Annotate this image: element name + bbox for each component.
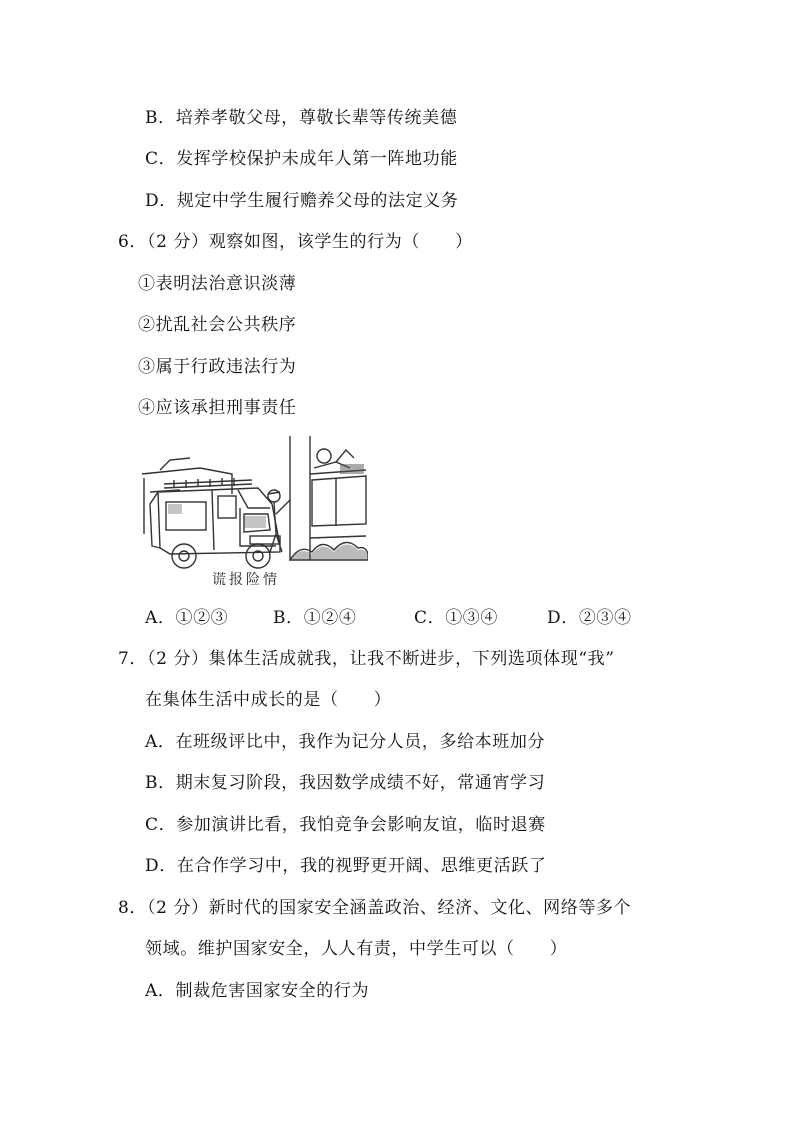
q6-choice-b: B．①②④ [273,608,357,628]
q6-illustration [140,434,368,594]
q5-option-d: D．规定中学生履行赡养父母的法定义务 [145,191,459,211]
q6-stem: 6．（2 分）观察如图，该学生的行为（ ） [118,232,473,252]
q8-stem-line1: 8．（2 分）新时代的国家安全涵盖政治、经济、文化、网络等多个 [118,898,632,918]
q6-item-3: ③属于行政违法行为 [138,357,297,377]
q6-choice-a: A．①②③ [145,608,229,628]
figure-caption: 谎报险情 [212,572,280,588]
fire-truck-illustration [140,434,368,594]
q5-option-b: B．培养孝敬父母，尊敬长辈等传统美德 [145,108,458,128]
q7-option-b: B．期末复习阶段，我因数学成绩不好，常通宵学习 [145,773,546,793]
q7-stem-line2: 在集体生活中成长的是（ ） [145,690,392,710]
q7-option-c: C．参加演讲比看，我怕竞争会影响友谊，临时退赛 [145,815,546,835]
q7-option-d: D．在合作学习中，我的视野更开阔、思维更活跃了 [145,856,547,876]
q6-choice-d: D．②③④ [547,608,632,628]
q6-item-2: ②扰乱社会公共秩序 [138,315,297,335]
q8-option-a: A．制裁危害国家安全的行为 [145,981,370,1001]
q6-item-4: ④应该承担刑事责任 [138,398,297,418]
q5-option-c: C．发挥学校保护未成年人第一阵地功能 [145,149,458,169]
q6-item-1: ①表明法治意识淡薄 [138,274,297,294]
q7-stem-line1: 7．（2 分）集体生活成就我，让我不断进步，下列选项体现“我” [118,649,615,669]
q8-stem-line2: 领域。维护国家安全，人人有责，中学生可以（ ） [145,939,568,959]
q6-choice-c: C．①③④ [414,608,499,628]
q6-choices [145,606,665,630]
q7-option-a: A．在班级评比中，我作为记分人员，多给本班加分 [145,732,546,752]
